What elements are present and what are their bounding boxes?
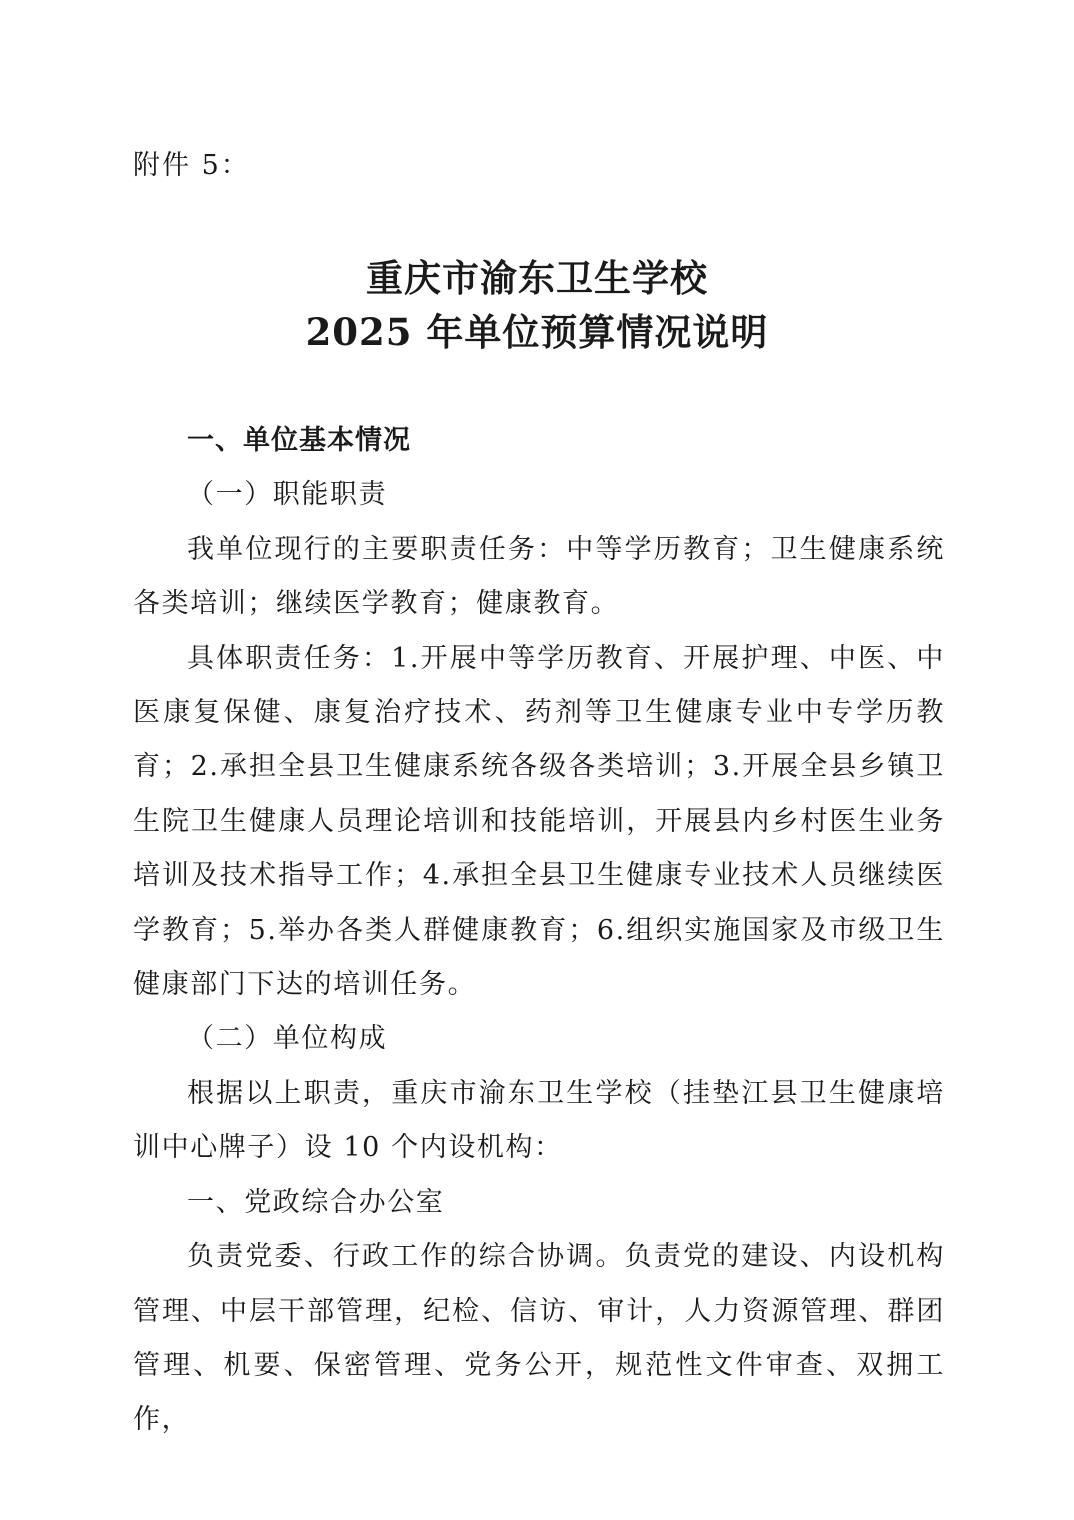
subheading-functions: （一）职能职责 xyxy=(187,479,388,511)
paragraph-specific-duties: 具体职责任务：1.开展中等学历教育、开展护理、中医、中医康复保健、康复治疗技术、药剂等卫生健康专业中专学历教育；2.承担全县卫生健康系统各级各类培训；3.开展全县乡镇卫生院卫生健康人员理论培训和技能培训，开展县内乡村医生业务培训及技术指导工作；4.承担全县卫生健康专业技术人员继续医学教育；5.举办各类人群健康教育；6.组织实施国家及市级卫生健康部门下达的培训任务。 xyxy=(133,642,945,1001)
document-title-line-1: 重庆市渝东卫生学校 xyxy=(366,256,708,300)
document-title-line-2: 2025 年单位预算情况说明 xyxy=(305,310,769,354)
paragraph-composition: 根据以上职责，重庆市渝东卫生学校（挂垫江县卫生健康培训中心牌子）设 10 个内设机构： xyxy=(133,1077,945,1164)
paragraph-main-duties: 我单位现行的主要职责任务：中等学历教育；卫生健康系统各类培训；继续医学教育；健康教育。 xyxy=(133,533,945,620)
subheading-composition: （二）单位构成 xyxy=(187,1023,388,1055)
document-body xyxy=(133,414,945,1448)
attachment-label: 附件 5： xyxy=(133,150,250,181)
section-heading-basic-info: 一、单位基本情况 xyxy=(187,425,411,456)
item-general-office: 一、党政综合办公室 xyxy=(187,1186,445,1218)
paragraph-general-office-duties: 负责党委、行政工作的综合协调。负责党的建设、内设机构管理、中层干部管理，纪检、信访、审计，人力资源管理、群团管理、机要、保密管理、党务公开，规范性文件审查、双拥工作， xyxy=(133,1241,945,1436)
